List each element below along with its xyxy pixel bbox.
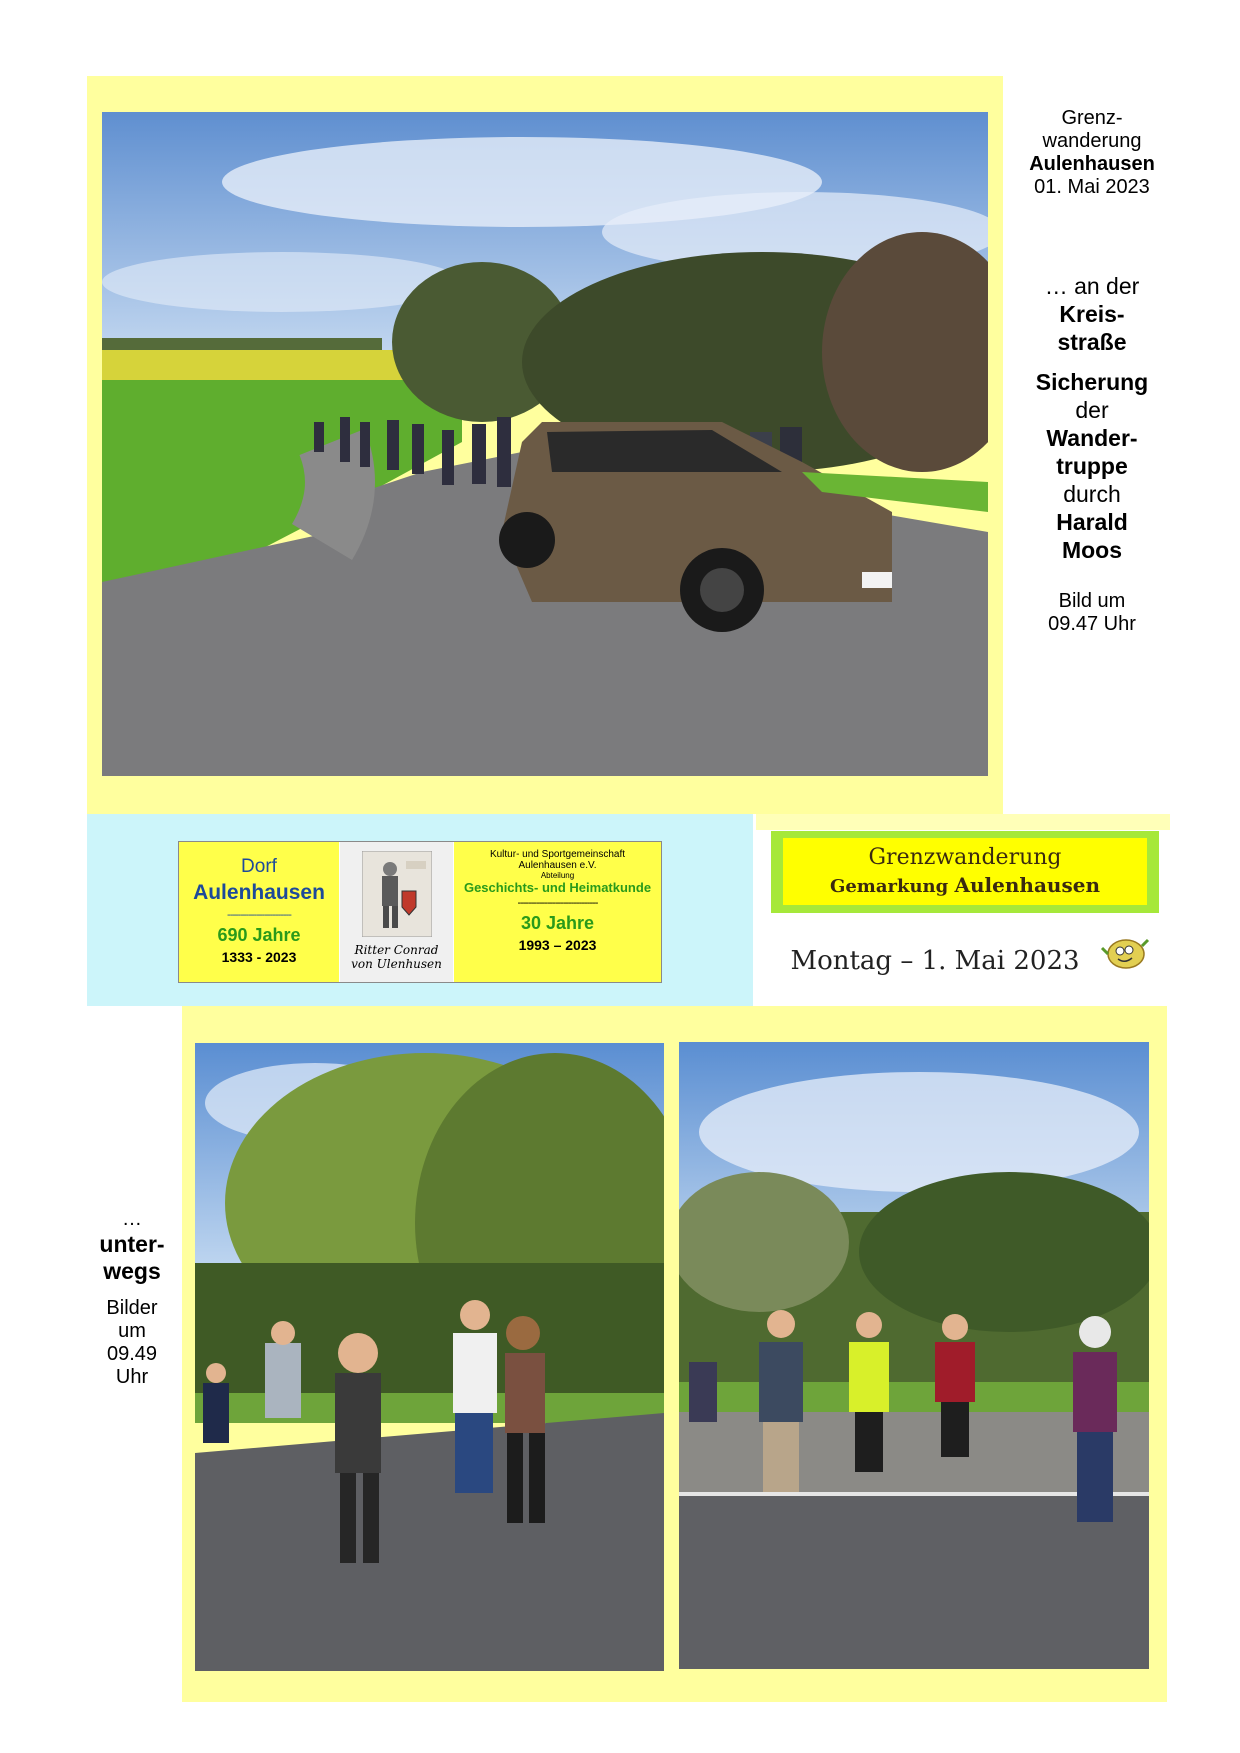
caption-bottom (95, 1208, 169, 1389)
mascot-icon (1098, 934, 1150, 974)
caption-top-photo (1012, 272, 1172, 564)
title-box (783, 838, 1147, 905)
logo-club-section (454, 842, 661, 982)
event-date: Montag – 1. Mai 2023 (790, 946, 1080, 976)
caption-line: durch (1063, 481, 1121, 507)
photo-walkers-left (195, 1043, 664, 1671)
divider-strip (756, 814, 1170, 830)
logo-club-divider: ------------------------------ (517, 897, 598, 909)
logo-dorf: Dorf (241, 856, 277, 877)
caption-event-date: 01. Mai 2023 (1034, 176, 1150, 198)
caption-event-line2: wanderung (1042, 130, 1142, 152)
caption-line: straße (1057, 329, 1127, 355)
logo-club-line3: Abteilung (540, 871, 575, 880)
caption-bottom-line: Bilder (106, 1297, 158, 1319)
logo-village-section (179, 842, 339, 982)
logo-village-range: 1333 - 2023 (221, 949, 297, 965)
caption-line: Kreis- (1059, 301, 1125, 327)
logo-club-line1: Kultur- und Sportgemeinschaft (489, 849, 626, 860)
anniversary-logo (178, 841, 662, 983)
photo-hikers-road-car (102, 112, 988, 776)
caption-bottom-line: unter- (99, 1231, 165, 1257)
photo-walkers-right (679, 1042, 1149, 1669)
caption-bottom-line: 09.49 (106, 1343, 158, 1365)
caption-line: Sicherung (1035, 369, 1149, 395)
logo-club-line2: Aulenhausen e.V. (518, 860, 597, 871)
caption-line: der (1075, 397, 1109, 423)
caption-top-time (1012, 590, 1172, 636)
title-sub-place: Aulenhausen (954, 873, 1100, 897)
logo-club-dept: Geschichts- und Heimatkunde (463, 880, 652, 895)
logo-club-range: 1993 – 2023 (518, 937, 597, 953)
logo-divider: ------------------------ (227, 909, 291, 921)
caption-bottom-line: wegs (103, 1258, 161, 1284)
caption-line: Moos (1061, 537, 1123, 563)
caption-time-line2: 09.47 Uhr (1048, 613, 1136, 635)
caption-time-line1: Bild um (1058, 590, 1126, 612)
logo-club-years: 30 Jahre (520, 913, 595, 933)
caption-bottom-line: Uhr (115, 1366, 149, 1388)
caption-line: Wander- (1046, 425, 1138, 451)
title-sub (783, 873, 1147, 897)
knight-icon (362, 851, 432, 937)
logo-village-years: 690 Jahre (217, 925, 301, 945)
caption-bottom-line: um (118, 1320, 146, 1342)
caption-event (1012, 107, 1172, 199)
logo-knight-line1: Ritter Conrad (354, 943, 439, 957)
caption-event-line1: Grenz- (1061, 107, 1123, 129)
caption-line: truppe (1056, 453, 1128, 479)
caption-bottom-ellipsis: … (122, 1208, 142, 1230)
logo-village-name: Aulenhausen (193, 881, 325, 904)
logo-knight-section (340, 842, 453, 982)
caption-line: … an der (1044, 273, 1140, 299)
title-sub-prefix: Gemarkung (829, 876, 955, 897)
logo-knight-line2: von Ulenhusen (351, 957, 442, 971)
caption-line: Harald (1056, 509, 1128, 535)
title-main: Grenzwanderung (868, 845, 1062, 870)
caption-event-place: Aulenhausen (1029, 153, 1155, 175)
